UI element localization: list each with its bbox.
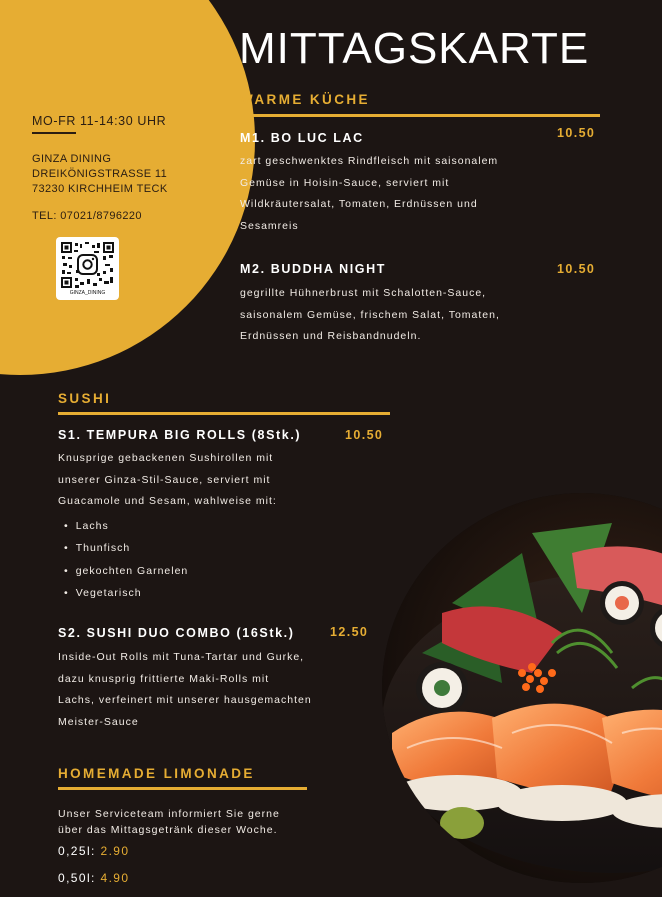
- hours-divider: [32, 132, 76, 134]
- sushi-photo: [382, 493, 662, 883]
- item-name-s2: S2. SUSHI DUO COMBO (16Stk.): [58, 626, 295, 640]
- list-item: • Vegetarisch: [64, 582, 188, 604]
- address-city: 73230 KIRCHHEIM TECK: [32, 183, 168, 195]
- desc-line: Wildkräutersalat, Tomaten, Erdnüssen und: [240, 198, 478, 210]
- limonade-price-small: [58, 844, 129, 858]
- restaurant-name: GINZA DINING: [32, 153, 112, 165]
- desc-line: Meister-Sauce: [58, 715, 139, 728]
- desc-line: Unser Serviceteam informiert Sie gerne: [58, 808, 280, 820]
- section-heading-warme-kueche: WARME KÜCHE: [240, 92, 370, 107]
- phone-number[interactable]: TEL: 07021/8796220: [32, 210, 142, 222]
- desc-line: dazu knusprig frittierte Maki-Rolls mit: [58, 672, 270, 685]
- desc-line: Knusprige gebackenen Sushirollen mit: [58, 452, 274, 464]
- desc-line: Lachs, verfeinert mit unserer hausgemachten: [58, 694, 312, 706]
- section-rule-sushi: [58, 412, 390, 415]
- desc-line: zart geschwenktes Rindfleisch mit saisonalem: [240, 155, 499, 167]
- address-street: DREIKÖNIGSTRASSE 11: [32, 168, 168, 180]
- item-description-m1: [240, 151, 498, 237]
- item-price-m1: 10.50: [557, 126, 596, 140]
- limonade-description: [58, 806, 280, 838]
- desc-line: Gemüse in Hoisin-Sauce, serviert mit: [240, 176, 450, 189]
- opening-hours: MO-FR 11-14:30 UHR: [32, 114, 167, 128]
- desc-line: Erdnüssen und Reisbandnudeln.: [240, 330, 422, 342]
- section-rule-limonade: [58, 787, 307, 790]
- limonade-price-large: [58, 871, 129, 885]
- item-description-s1: [58, 448, 277, 513]
- desc-line: Inside-Out Rolls mit Tuna-Tartar und Gurke,: [58, 651, 305, 663]
- item-price-s2: 12.50: [330, 625, 369, 639]
- section-heading-limonade: HOMEMADE LIMONADE: [58, 766, 255, 781]
- item-name-m2: M2. BUDDHA NIGHT: [240, 262, 386, 276]
- sushi-platter-image: [382, 493, 662, 883]
- size-label: 0,50l:: [58, 871, 96, 885]
- list-item: • Thunfisch: [64, 537, 188, 559]
- item-description-s2: [58, 647, 312, 733]
- size-price: 4.90: [100, 871, 130, 885]
- item-name-m1: M1. BO LUC LAC: [240, 131, 364, 145]
- item-name-s1: S1. TEMPURA BIG ROLLS (8Stk.): [58, 428, 302, 442]
- qr-code[interactable]: [56, 237, 119, 300]
- desc-line: über das Mittagsgetränk dieser Woche.: [58, 824, 278, 836]
- restaurant-info: [32, 114, 168, 222]
- desc-line: Sesamreis: [240, 219, 299, 232]
- desc-line: Guacamole und Sesam, wahlweise mit:: [58, 495, 277, 507]
- section-heading-sushi: SUSHI: [58, 391, 112, 406]
- size-price: 2.90: [100, 844, 130, 858]
- desc-line: unserer Ginza-Stil-Sauce, serviert mit: [58, 473, 271, 486]
- desc-line: gegrillte Hühnerbrust mit Schalotten-Sauce,: [240, 287, 487, 299]
- qr-label: GINZA_DINING: [69, 290, 106, 296]
- section-rule-warme-kueche: [240, 114, 600, 117]
- page-title: MITTAGSKARTE: [239, 24, 590, 73]
- size-label: 0,25l:: [58, 844, 96, 858]
- qr-code-icon: [61, 242, 114, 288]
- desc-line: saisonalem Gemüse, frischem Salat, Tomaten,: [240, 308, 500, 321]
- option-list-s1: [64, 515, 188, 604]
- address: [32, 152, 168, 197]
- item-description-m2: [240, 283, 500, 348]
- item-price-s1: 10.50: [345, 428, 384, 442]
- item-price-m2: 10.50: [557, 262, 596, 276]
- list-item: • gekochten Garnelen: [64, 560, 188, 582]
- list-item: • Lachs: [64, 515, 188, 537]
